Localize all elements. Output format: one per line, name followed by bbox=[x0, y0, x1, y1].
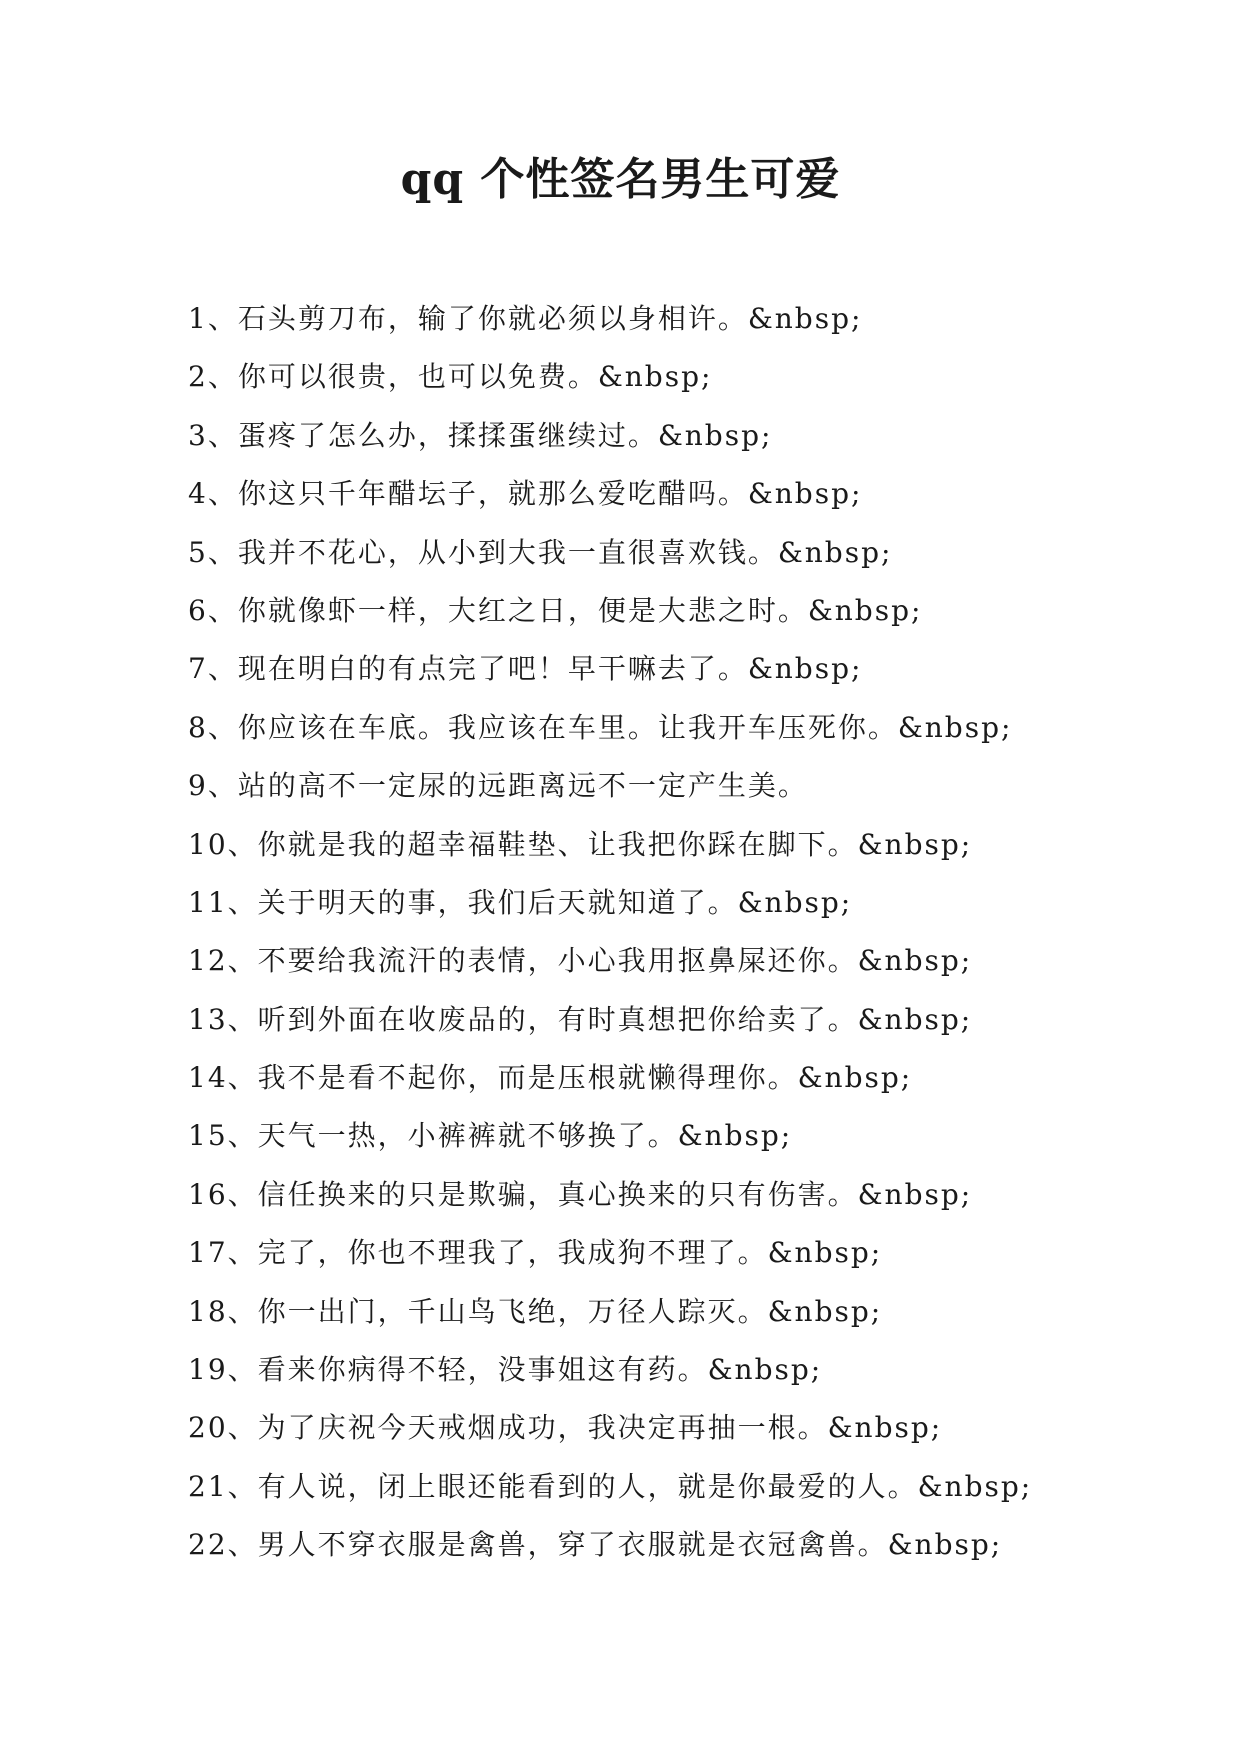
list-item: 2、你可以很贵，也可以免费。&nbsp; bbox=[188, 360, 713, 394]
list-item: 11、关于明天的事，我们后天就知道了。&nbsp; bbox=[188, 885, 853, 919]
page-title: qq 个性签名男生可爱 bbox=[400, 154, 841, 205]
list-item: 1、石头剪刀布，输了你就必须以身相许。&nbsp; bbox=[188, 302, 863, 335]
list-item: 14、我不是看不起你，而是压根就懒得理你。&nbsp; bbox=[188, 1061, 913, 1095]
list-item: 20、为了庆祝今天戒烟成功，我决定再抽一根。&nbsp; bbox=[188, 1411, 943, 1445]
list-item: 18、你一出门，千山鸟飞绝，万径人踪灭。&nbsp; bbox=[188, 1294, 883, 1328]
list-item: 5、我并不花心，从小到大我一直很喜欢钱。&nbsp; bbox=[188, 535, 893, 569]
list-item: 16、信任换来的只是欺骗，真心换来的只有伤害。&nbsp; bbox=[188, 1177, 973, 1211]
list-item: 6、你就像虾一样，大红之日，便是大悲之时。&nbsp; bbox=[188, 593, 923, 627]
list-item: 17、完了，你也不理我了，我成狗不理了。&nbsp; bbox=[188, 1236, 883, 1270]
signature-list bbox=[188, 290, 1108, 1575]
list-item: 22、男人不穿衣服是禽兽，穿了衣服就是衣冠禽兽。&nbsp; bbox=[188, 1528, 1003, 1562]
list-item: 9、站的高不一定尿的远距离远不一定产生美。 bbox=[188, 769, 808, 803]
list-item: 7、现在明白的有点完了吧！早干嘛去了。&nbsp; bbox=[188, 652, 863, 686]
list-item: 3、蛋疼了怎么办，揉揉蛋继续过。&nbsp; bbox=[188, 418, 773, 452]
list-item: 19、看来你病得不轻，没事姐这有药。&nbsp; bbox=[188, 1353, 823, 1387]
list-item: 15、天气一热，小裤裤就不够换了。&nbsp; bbox=[188, 1119, 793, 1153]
list-item: 21、有人说，闭上眼还能看到的人，就是你最爱的人。&nbsp; bbox=[188, 1469, 1033, 1503]
list-item: 8、你应该在车底。我应该在车里。让我开车压死你。&nbsp; bbox=[188, 710, 1013, 744]
list-item: 4、你这只千年醋坛子，就那么爱吃醋吗。&nbsp; bbox=[188, 477, 863, 511]
list-item: 10、你就是我的超幸福鞋垫、让我把你踩在脚下。&nbsp; bbox=[188, 827, 973, 861]
list-item: 13、听到外面在收废品的，有时真想把你给卖了。&nbsp; bbox=[188, 1002, 973, 1036]
list-item: 12、不要给我流汗的表情，小心我用抠鼻屎还你。&nbsp; bbox=[188, 944, 973, 978]
